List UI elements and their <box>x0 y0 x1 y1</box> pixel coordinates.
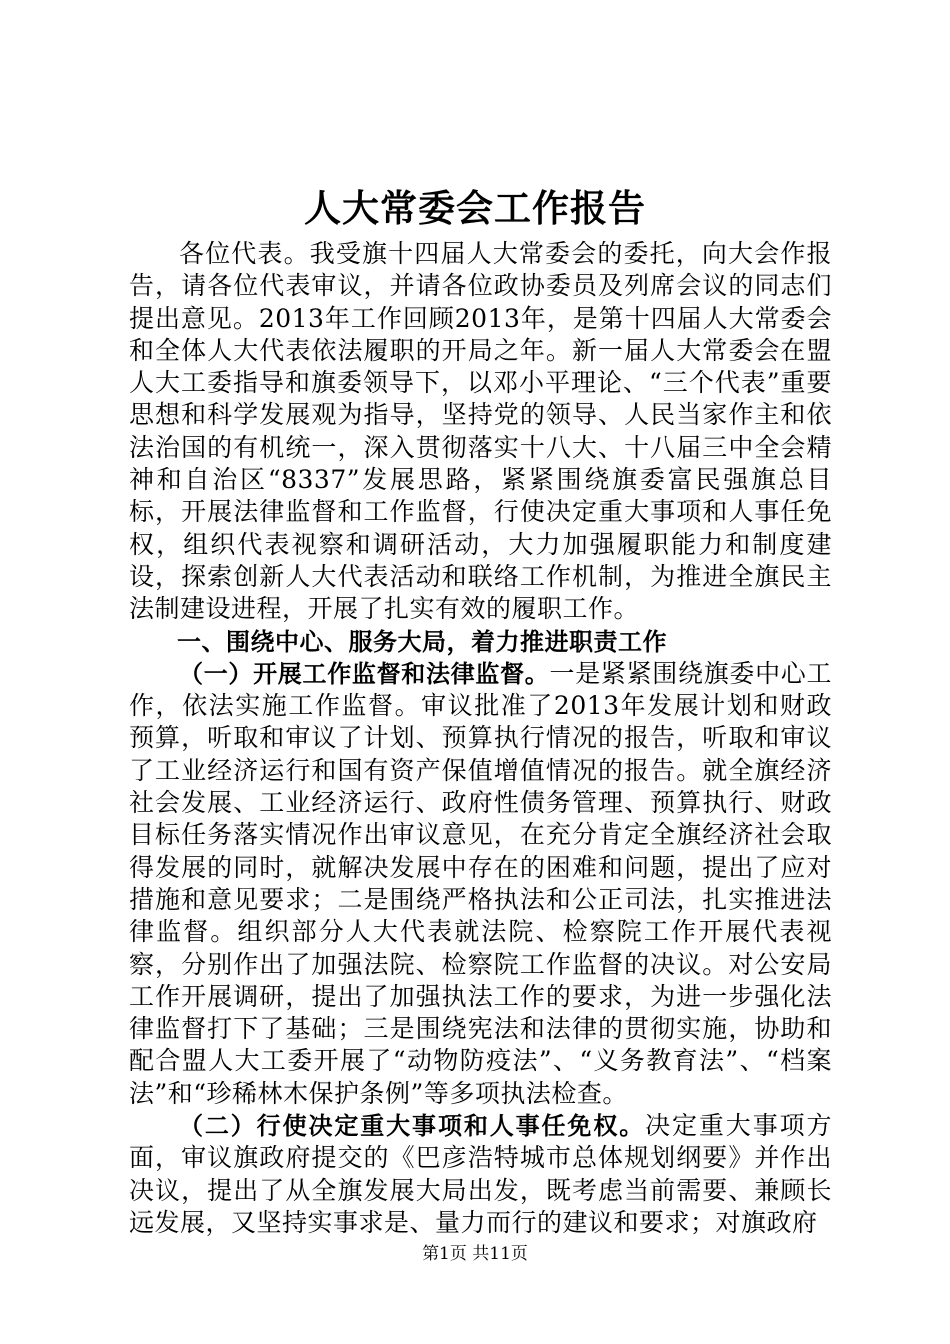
document-title: 人大常委会工作报告 <box>304 186 646 230</box>
section-heading-1: 一、围绕中心、服务大局，着力推进职责工作 <box>177 627 667 656</box>
paragraph-lead: （二）行使决定重大事项和人事任免权。 <box>179 1112 646 1141</box>
paragraph-supervision <box>129 658 832 1110</box>
paragraph-text: 决定重大事项方面，审议旗政府提交的《巴彦浩特城市总体规划纲要》并作出决议，提出了从全旗发展大局出发，既考虑当前需要、兼顾长远发展，又坚持实事求是、量力而行的建议和要求；对旗政府 <box>129 1111 832 1237</box>
paragraph-text: 各位代表。我受旗十四届人大常委会的委托，向大会作报告，请各位代表审议，并请各位政协委员及列席会议的同志们提出意见。2013年工作回顾2013年，是第十四届人大常委会和全体人大代表依法履职的开局之年。新一届人大常委会在盟人大工委指导和旗委领导下，以邓小平理论、“三个代表”重要思想和科学发展观为指导，坚持党的领导、人民当家作主和依法治国的有机统一，深入贯彻落实十八大、十八届三中全会精神和自治区“8337”发展思路，紧紧围绕旗委富民强旗总目标，开展法律监督和工作监督，行使决定重大事项和人事任免权，组织代表视察和调研活动，大力加强履职能力和制度建设，探索创新人大代表活动和联络工作机制，为推进全旗民主法制建设进程，开展了扎实有效的履职工作。 <box>129 239 832 624</box>
document-body <box>129 238 832 1239</box>
page-footer: 第1页 共11页 <box>422 1244 528 1264</box>
paragraph-decisions <box>129 1110 832 1239</box>
paragraph-text: 一是紧紧围绕旗委中心工作，依法实施工作监督。审议批准了2013年发展计划和财政预算，听取和审议了计划、预算执行情况的报告，听取和审议了工业经济运行和国有资产保值增值情况的报告。就全旗经济社会发展、工业经济运行、政府性债务管理、预算执行、财政目标任务落实情况作出审议意见，在充分肯定全旗经济社会取得发展的同时，就解决发展中存在的困难和问题，提出了应对措施和意见要求；二是围绕严格执法和公正司法，扎实推进法律监督。组织部分人大代表就法院、检察院工作开展代表视察，分别作出了加强法院、检察院工作监督的决议。对公安局工作开展调研，提出了加强执法工作的要求，为进一步强化法律监督打下了基础；三是围绕宪法和法律的贯彻实施，协助和配合盟人大工委开展了“动物防疫法”、“义务教育法”、“档案法”和“珍稀林木保护条例”等多项执法检查。 <box>129 658 832 1108</box>
paragraph-intro <box>129 238 832 626</box>
paragraph-lead: （一）开展工作监督和法律监督。 <box>179 659 550 688</box>
